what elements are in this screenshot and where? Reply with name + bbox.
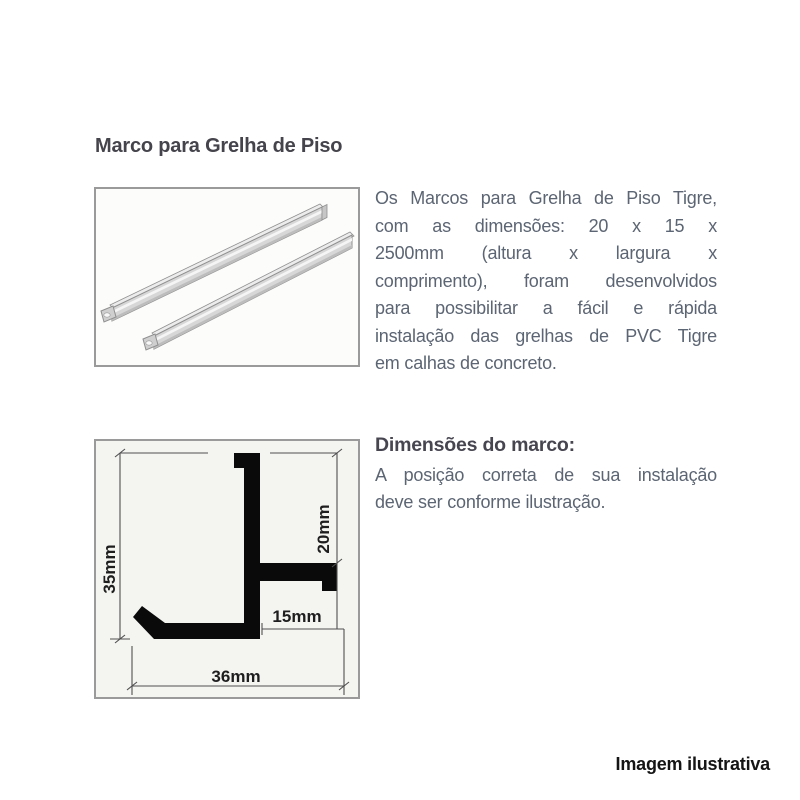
dim-label-20mm: 20mm [314, 504, 333, 554]
dimensions-note-line: A posição correta de sua instalação [375, 465, 717, 485]
profile-dimension-drawing [96, 441, 358, 697]
product-illustration-box [94, 187, 360, 367]
dim-label-36mm: 36mm [211, 667, 261, 686]
dimensions-drawing-box [94, 439, 360, 699]
description-line: 2500mm (altura x largura x [375, 243, 717, 263]
description-line: Os Marcos para Grelha de Piso Tigre, [375, 188, 717, 208]
description-line: com as dimensões: 20 x 15 x [375, 215, 717, 236]
description-line: instalação das grelhas de PVC Tigre [375, 325, 717, 346]
page-title: Marco para Grelha de Piso [95, 135, 343, 157]
dimensions-note [375, 462, 717, 515]
dim-label-35mm: 35mm [100, 544, 119, 594]
dimensions-note-line: deve ser conforme ilustração. [375, 491, 606, 512]
description-line: comprimento), foram desenvolvidos [375, 270, 717, 291]
description-line: para possibilitar a fácil e rápida [375, 298, 717, 318]
description-line: em calhas de concreto. [375, 353, 557, 373]
dimensions-text-block [375, 434, 717, 515]
description-paragraph [375, 185, 717, 378]
rails-illustration-image [96, 189, 358, 365]
dimensions-heading: Dimensões do marco: [375, 434, 575, 456]
illustrative-image-note: Imagem ilustrativa [615, 754, 770, 774]
dim-label-15mm: 15mm [272, 607, 322, 626]
